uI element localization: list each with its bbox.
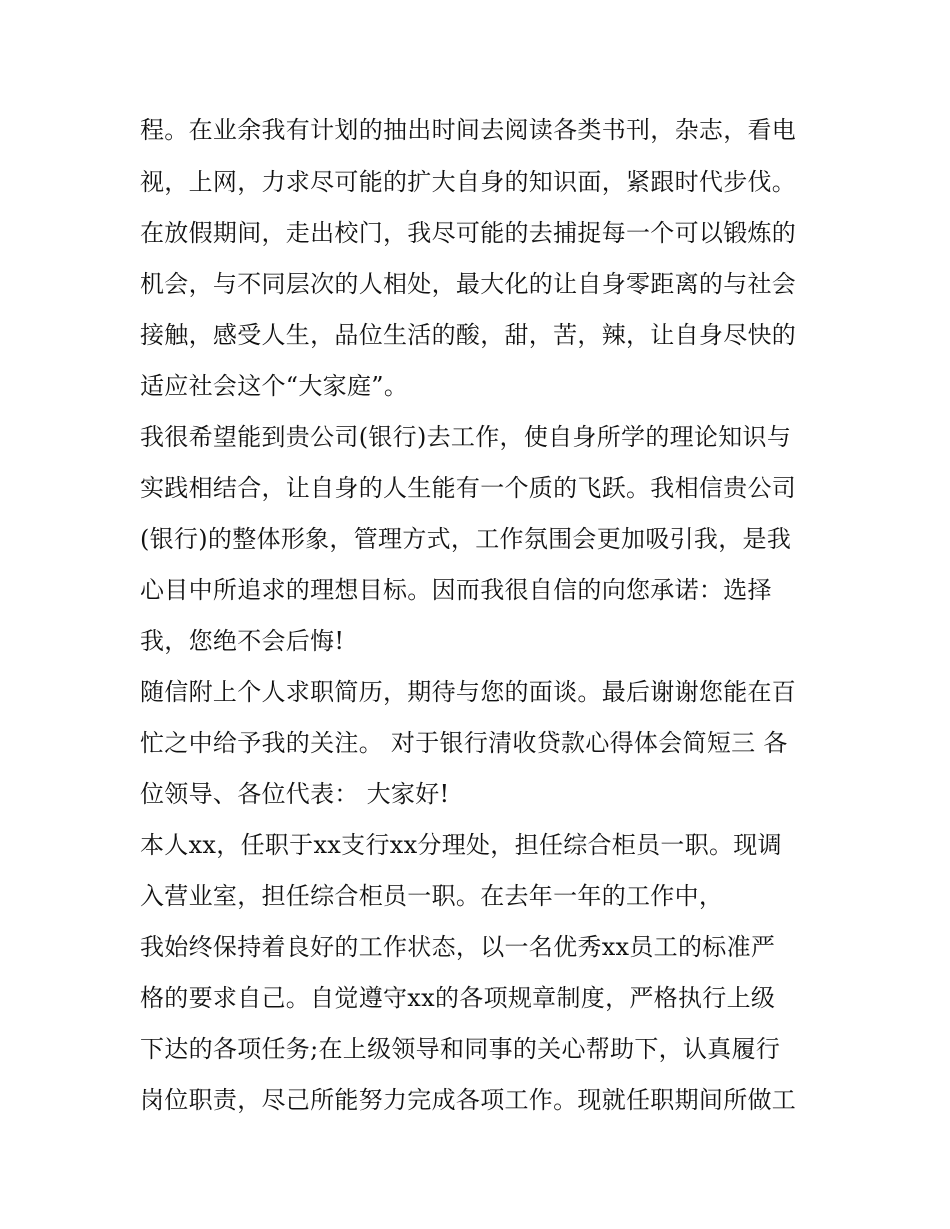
text-line: 随信附上个人求职简历，期待与您的面谈。最后谢谢您能在百 [140,678,797,706]
text-line: 本人xx，任职于xx支行xx分理处，担任综合柜员一职。现调 [140,831,782,859]
text-line: (银行)的整体形象，管理方式，工作氛围会更加吸引我，是我 [140,525,792,553]
text-line: 位领导、各位代表： 大家好! [140,780,450,808]
text-line: 接触，感受人生，品位生活的酸，甜，苦，辣，让自身尽快的 [140,321,797,349]
text-line: 岗位职责，尽己所能努力完成各项工作。现就任职期间所做工 [140,1086,797,1114]
text-line: 机会，与不同层次的人相处，最大化的让自身零距离的与社会 [140,270,797,298]
text-line: 入营业室，担任综合柜员一职。在去年一年的工作中， [140,882,724,910]
text-line: 心目中所追求的理想目标。因而我很自信的向您承诺：选择 [140,576,772,604]
text-line: 忙之中给予我的关注。 对于银行清收贷款心得体会简短三 各 [140,729,788,757]
text-line: 适应社会这个“大家庭”。 [140,372,409,400]
text-line: 程。在业余我有计划的抽出时间去阅读各类书刊，杂志，看电 [140,116,797,144]
text-line: 实践相结合，让自身的人生能有一个质的飞跃。我相信贵公司 [140,474,797,502]
text-line: 我很希望能到贵公司(银行)去工作，使自身所学的理论知识与 [140,423,792,451]
text-line: 我，您绝不会后悔! [140,627,345,655]
text-line: 视，上网，力求尽可能的扩大自身的知识面，紧跟时代步伐。 [140,168,797,196]
text-line: 格的要求自己。自觉遵守xx的各项规章制度，严格执行上级 [140,984,776,1012]
text-line: 下达的各项任务;在上级领导和同事的关心帮助下，认真履行 [140,1035,781,1063]
text-line: 我始终保持着良好的工作状态，以一名优秀xx员工的标准严 [140,933,776,961]
text-line: 在放假期间，走出校门，我尽可能的去捕捉每一个可以锻炼的 [140,219,797,247]
